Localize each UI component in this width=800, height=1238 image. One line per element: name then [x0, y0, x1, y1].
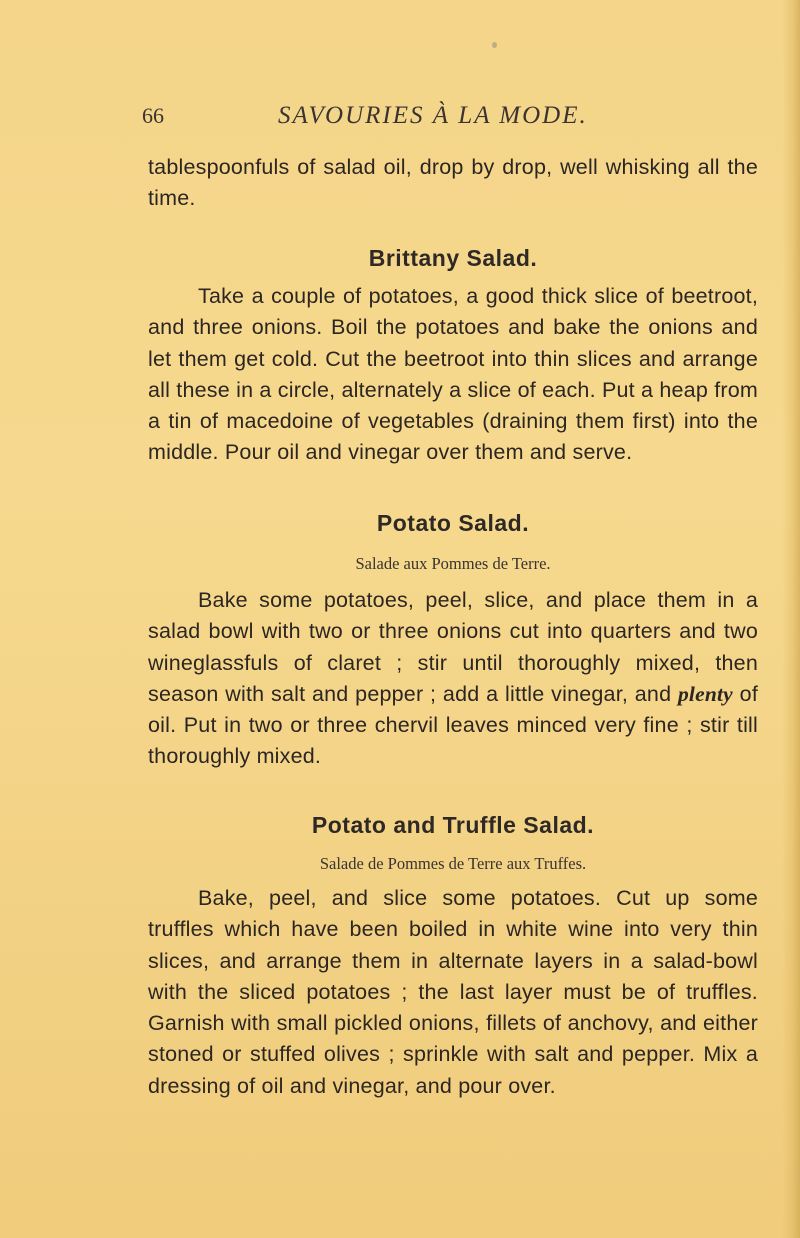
- truffle-salad-paragraph: Bake, peel, and slice some potatoes. Cut up some truffles which have been boiled in white wine into very thin slices, and arrange them in alternate layers in a salad-bowl with the sliced potatoes ; the last layer must be of truffles. Garnish with small pickled onions, fillets of anchovy, and either stoned or stuffed olives ; sprinkle with salt and pepper. Mix a dressing of oil and vinegar, and pour over.: [148, 886, 758, 1098]
- truffle-salad-subtitle: Salade de Pommes de Terre aux Truffes.: [319, 854, 587, 873]
- page-number: 66: [142, 103, 164, 128]
- brittany-salad-paragraph: Take a couple of potatoes, a good thick slice of beetroot, and three onions. Boil the potatoes and bake the onions and let them get cold. Cut the beetroot into thin slices and arrange all these in a circle, alternately a slice of each. Put a heap from a tin of macedoine of vegetables (draining them first) into the middle. Pour oil and vinegar over them and serve.: [148, 284, 758, 465]
- potato-text-after: of oil. Put in two or three chervil leaves minced very fine ; stir till thoroughly mixed.: [148, 681, 758, 769]
- brittany-salad-heading: Brittany Salad.: [368, 245, 538, 271]
- potato-salad-heading: Potato Salad.: [376, 510, 530, 536]
- emphasis-plenty: plenty: [677, 681, 733, 706]
- truffle-salad-heading: Potato and Truffle Salad.: [311, 812, 595, 838]
- running-title: SAVOURIES À LA MODE.: [278, 102, 588, 129]
- page-header: [142, 103, 642, 143]
- paper-speck: [492, 42, 497, 48]
- page-spine-shadow: [782, 0, 800, 1238]
- potato-salad-subtitle: Salade aux Pommes de Terre.: [355, 554, 551, 573]
- potato-salad-paragraph: [148, 585, 758, 773]
- intro-paragraph: tablespoonfuls of salad oil, drop by drop, well whisking all the time.: [148, 155, 758, 211]
- potato-text-before: Bake some potatoes, peel, slice, and place them in a salad bowl with two or three onions cut into quarters and two wineglassfuls of claret ; stir until thoroughly mixed, then season with salt and pepper ; add a little vinegar, and: [148, 588, 758, 706]
